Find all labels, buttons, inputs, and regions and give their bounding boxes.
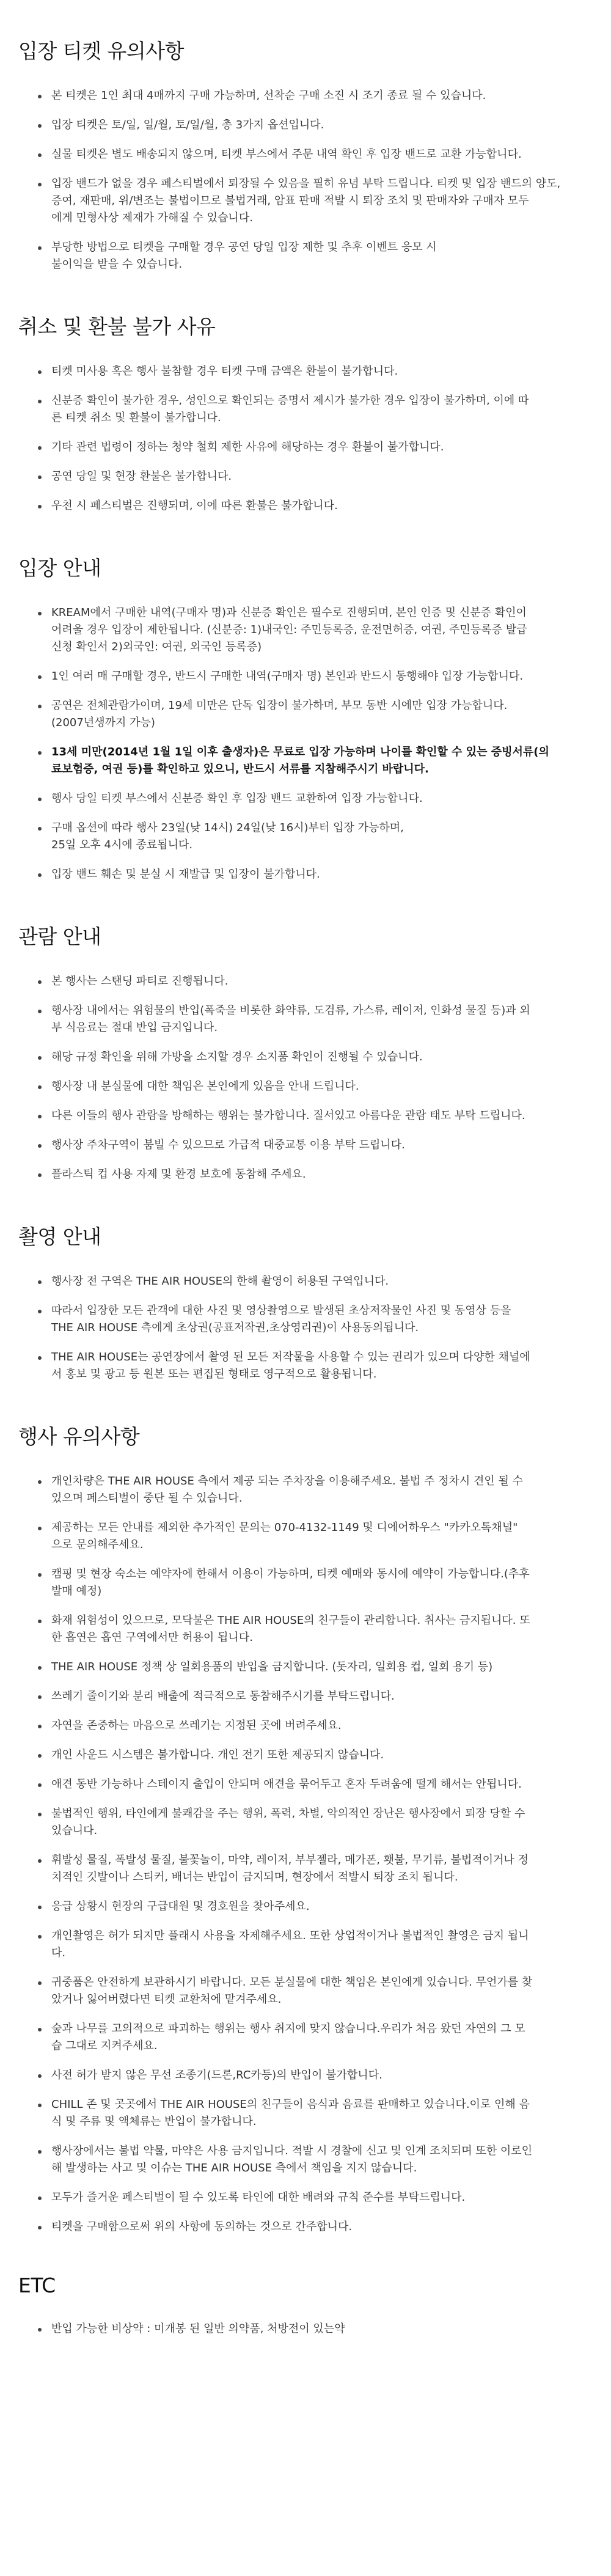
notice-item: 기타 관련 법령이 정하는 청약 철회 제한 사유에 해당하는 경우 환불이 불가합니다. xyxy=(37,439,593,456)
notice-item: 개인차량은 THE AIR HOUSE 측에서 제공 되는 주차장을 이용해주세요. 불법 주 정차시 견인 될 수 있으며 페스티벌이 중단 될 수 있습니다. xyxy=(37,1473,593,1507)
notice-item: 구매 옵션에 따라 행사 23일(낮 14시) 24일(낮 16시)부터 입장 가능하며, 25일 오후 4시에 종료됩니다. xyxy=(37,820,593,854)
notice-item: 실물 티켓은 별도 배송되지 않으며, 티켓 부스에서 주문 내역 확인 후 입장 밴드로 교환 가능합니다. xyxy=(37,146,593,163)
notice-item: 플라스틱 컵 사용 자제 및 환경 보호에 동참해 주세요. xyxy=(37,1166,593,1183)
notice-item: 다른 이들의 행사 관람을 방해하는 행위는 불가합니다. 질서있고 아름다운 관람 태도 부탁 드립니다. xyxy=(37,1107,593,1125)
notice-list xyxy=(18,1273,593,1383)
section-etc xyxy=(18,2273,593,2338)
notice-list xyxy=(18,2321,593,2338)
notice-item: 행사장 내에서는 위험물의 반입(폭죽을 비롯한 화약류, 도검류, 가스류, 레이저, 인화성 물질 등)과 외 부 식음료는 절대 반입 금지입니다. xyxy=(37,1002,593,1037)
notice-item: 휘발성 물질, 폭발성 물질, 불꽃놀이, 마약, 레이저, 부부젤라, 메가폰, 횃불, 무기류, 불법적이거나 정 치적인 깃발이나 스티커, 배너는 반입이 금지되며, 현장에서 적발시 퇴장 조치 됩니다. xyxy=(37,1852,593,1886)
notice-item: 화재 위험성이 있으므로, 모닥불은 THE AIR HOUSE의 친구들이 관리합니다. 취사는 금지됩니다. 또 한 흡연은 흡연 구역에서만 허용이 됩니다. xyxy=(37,1612,593,1646)
notice-item: CHILL 존 및 곳곳에서 THE AIR HOUSE의 친구들이 음식과 음료를 판매하고 있습니다.이로 인해 음 식 및 주류 및 액체류는 반입이 불가합니다. xyxy=(37,2096,593,2130)
notice-item: 숲과 나무를 고의적으로 파괴하는 행위는 행사 취지에 맞지 않습니다.우리가 처음 왔던 자연의 그 모 습 그대로 지켜주세요. xyxy=(37,2020,593,2055)
notice-item: 신분증 확인이 불가한 경우, 성인으로 확인되는 증명서 제시가 불가한 경우 입장이 불가하며, 이에 따 른 티켓 취소 및 환불이 불가합니다. xyxy=(37,392,593,427)
notice-item: 자연을 존중하는 마음으로 쓰레기는 지정된 곳에 버려주세요. xyxy=(37,1717,593,1734)
notice-item: 개인촬영은 허가 되지만 플래시 사용을 자제해주세요. 또한 상업적이거나 불법적인 촬영은 금지 됩니 다. xyxy=(37,1928,593,1962)
section-refund-policy xyxy=(18,311,593,515)
section-title: 촬영 안내 xyxy=(18,1225,101,1249)
notice-item: 반입 가능한 비상약 : 미개봉 된 일반 의약품, 처방전이 있는약 xyxy=(37,2321,593,2338)
notice-item: 1인 여러 매 구매할 경우, 반드시 구매한 내역(구매자 명) 본인과 반드시 동행해야 입장 가능합니다. xyxy=(37,668,593,685)
section-title: 행사 유의사항 xyxy=(18,1425,140,1448)
notice-item: THE AIR HOUSE는 공연장에서 촬영 된 모든 저작물을 사용할 수 있는 권리가 있으며 다양한 채널에 서 홍보 및 광고 등 원본 또는 편집된 형태로 영구적으로 활용됩니다. xyxy=(37,1349,593,1383)
section-ticket-notice xyxy=(18,35,593,273)
notice-item: 본 행사는 스탠딩 파티로 진행됩니다. xyxy=(37,973,593,990)
section-viewing-guide xyxy=(18,921,593,1183)
notice-item: 제공하는 모든 안내를 제외한 추가적인 문의는 070-4132-1149 및 디에어하우스 "카카오톡채널" 으로 문의해주세요. xyxy=(37,1519,593,1554)
notice-item: 개인 사운드 시스템은 불가합니다. 개인 전기 또한 제공되지 않습니다. xyxy=(37,1747,593,1764)
notice-item: 행사장 주차구역이 붐빌 수 있으므로 가급적 대중교통 이용 부탁 드립니다. xyxy=(37,1137,593,1154)
notice-list xyxy=(18,363,593,515)
notice-item: 티켓 미사용 혹은 행사 불참할 경우 티켓 구매 금액은 환불이 불가합니다. xyxy=(37,363,593,380)
notice-list xyxy=(18,973,593,1183)
section-event-notice xyxy=(18,1421,593,2236)
section-title: 취소 및 환불 불가 사유 xyxy=(18,315,216,339)
notice-item: 행사 당일 티켓 부스에서 신분증 확인 후 입장 밴드 교환하여 입장 가능합니다. xyxy=(37,790,593,807)
notice-item: 행사장에서는 불법 약물, 마약은 사용 금지입니다. 적발 시 경찰에 신고 및 인계 조치되며 또한 이로인 해 발생하는 사고 및 이슈는 THE AIR HOUSE 측에서 책임을 지지 않습니다. xyxy=(37,2143,593,2177)
notice-item: 귀중품은 안전하게 보관하시기 바랍니다. 모든 분실물에 대한 책임은 본인에게 있습니다. 무언가를 찾 았거나 잃어버렸다면 티켓 교환처에 맡겨주세요. xyxy=(37,1974,593,2008)
notice-item: 해당 규정 확인을 위해 가방을 소지할 경우 소지품 확인이 진행될 수 있습니다. xyxy=(37,1049,593,1066)
notice-item: 사전 허가 받지 않은 무선 조종기(드론,RC카등)의 반입이 불가합니다. xyxy=(37,2067,593,2084)
section-title: 관람 안내 xyxy=(18,925,101,949)
notice-item: 불법적인 행위, 타인에게 불쾌감을 주는 행위, 폭력, 차별, 악의적인 장난은 행사장에서 퇴장 당할 수 있습니다. xyxy=(37,1805,593,1840)
notice-item: THE AIR HOUSE 정책 상 일회용품의 반입을 금지합니다. (돗자리, 일회용 컵, 일회 용기 등) xyxy=(37,1659,593,1676)
notice-item: 티켓을 구매함으로써 위의 사항에 동의하는 것으로 간주합니다. xyxy=(37,2218,593,2236)
notice-list xyxy=(18,87,593,273)
notice-item: 따라서 입장한 모든 관객에 대한 사진 및 영상촬영으로 발생된 초상저작물인 사진 및 동영상 등을 THE AIR HOUSE 측에게 초상권(공표저작권,초상영리권)이 사용동의됩니다. xyxy=(37,1302,593,1337)
notice-item: 쓰레기 줄이기와 분리 배출에 적극적으로 동참해주시기를 부탁드립니다. xyxy=(37,1688,593,1705)
section-entry-guide xyxy=(18,552,593,883)
notice-item: 13세 미만(2014년 1월 1일 이후 출생자)은 무료로 입장 가능하며 나이를 확인할 수 있는 증빙서류(의 료보험증, 여권 등)를 확인하고 있으니, 반드시 서류를 지참해주시기 바랍니다. xyxy=(37,744,593,778)
notice-list xyxy=(18,604,593,883)
notice-item: 모두가 즐거운 페스티벌이 될 수 있도록 타인에 대한 배려와 규칙 준수를 부탁드립니다. xyxy=(37,2189,593,2206)
notice-item: 캠핑 및 현장 숙소는 예약자에 한해서 이용이 가능하며, 티켓 예매와 동시에 예약이 가능합니다.(추후 발매 예정) xyxy=(37,1566,593,1600)
notice-item: 부당한 방법으로 티켓을 구매할 경우 공연 당일 입장 제한 및 추후 이벤트 응모 시 불이익을 받을 수 있습니다. xyxy=(37,239,593,273)
notice-item: 공연은 전체관람가이며, 19세 미만은 단독 입장이 불가하며, 부모 동반 시에만 입장 가능합니다. (2007년생까지 가능) xyxy=(37,697,593,732)
notice-item: 응급 상황시 현장의 구급대원 및 경호원을 찾아주세요. xyxy=(37,1898,593,1915)
notice-item: 애견 동반 가능하나 스테이지 출입이 안되며 애견을 묶어두고 혼자 두려움에 떨게 해서는 안됩니다. xyxy=(37,1776,593,1793)
notice-item: 입장 티켓은 토/일, 일/월, 토/일/월, 총 3가지 옵션입니다. xyxy=(37,117,593,134)
notice-item: 행사장 전 구역은 THE AIR HOUSE의 한해 촬영이 허용된 구역입니다. xyxy=(37,1273,593,1290)
notice-item: 입장 밴드가 없을 경우 페스티벌에서 퇴장될 수 있음을 필히 유념 부탁 드립니다. 티켓 및 입장 밴드의 양도, 증여, 재판매, 위/변조는 불법이므로 불법거래, 암표 판매 적발 시 퇴장 조치 및 판매자와 구매자 모두 에게 민형사상 제재가 가해질 수 있습니다. xyxy=(37,175,593,227)
notice-item: KREAM에서 구매한 내역(구매자 명)과 신분증 확인은 필수로 진행되며, 본인 인증 및 신분증 확인이 어려울 경우 입장이 제한됩니다. (신분증: 1)내국인: 주민등록증, 운전면허증, 여권, 주민등록증 발급 신청 확인서 2)외국인: 여권, 외국인 등록증) xyxy=(37,604,593,656)
notice-item: 본 티켓은 1인 최대 4매까지 구매 가능하며, 선착순 구매 소진 시 조기 종료 될 수 있습니다. xyxy=(37,87,593,105)
section-title: 입장 티켓 유의사항 xyxy=(18,39,185,63)
section-title: 입장 안내 xyxy=(18,556,101,580)
section-photo-guide xyxy=(18,1221,593,1383)
notice-item: 행사장 내 분실물에 대한 책임은 본인에게 있음을 안내 드립니다. xyxy=(37,1078,593,1095)
notice-item: 입장 밴드 훼손 및 분실 시 재발급 및 입장이 불가합니다. xyxy=(37,866,593,883)
notice-item: 우천 시 페스티벌은 진행되며, 이에 따른 환불은 불가합니다. xyxy=(37,497,593,515)
section-title: ETC xyxy=(18,2273,56,2297)
notice-item: 공연 당일 및 현장 환불은 불가합니다. xyxy=(37,468,593,485)
notice-list xyxy=(18,1473,593,2236)
